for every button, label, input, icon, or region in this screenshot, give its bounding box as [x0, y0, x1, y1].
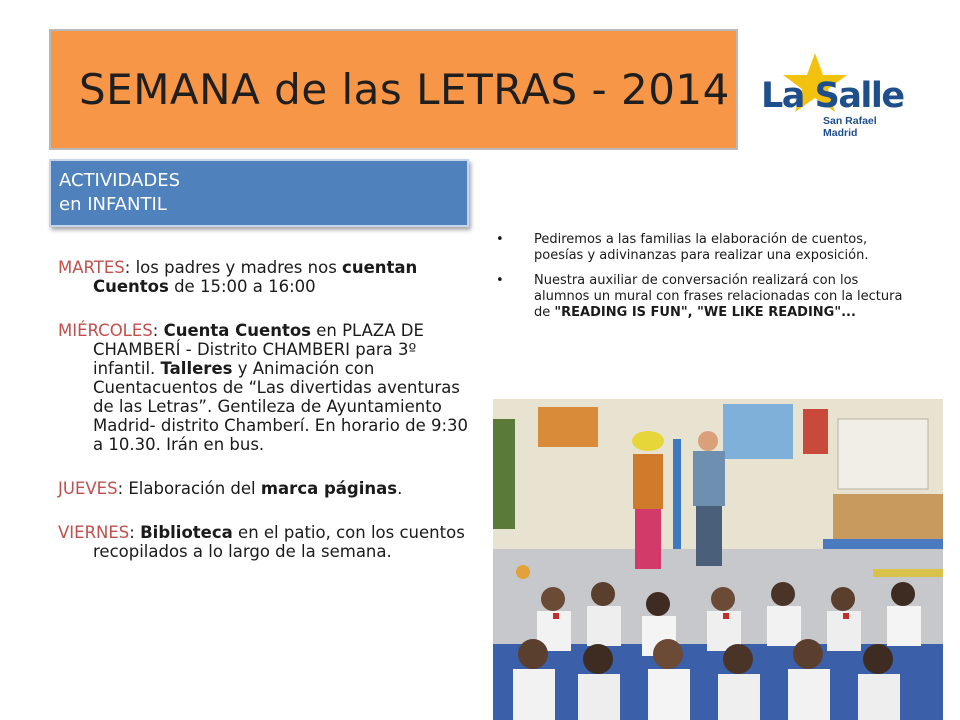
- schedule-item: [58, 258, 468, 296]
- flower-prop: [516, 565, 530, 579]
- bullet-item: [496, 232, 906, 264]
- plain-text: en el patio, con los cuentos recopilados a lo largo de la semana.: [93, 523, 465, 561]
- storyteller-body: [693, 451, 725, 506]
- table: [873, 569, 943, 577]
- emphasis-text: Talleres: [160, 359, 233, 378]
- wall-poster: [538, 407, 598, 447]
- bullet-dot: •: [496, 232, 504, 247]
- bullet-dot: •: [496, 273, 504, 288]
- schedule-text: [93, 258, 417, 296]
- plain-text: :: [129, 523, 141, 542]
- badge-line1: ACTIVIDADES: [59, 170, 181, 191]
- wall-board: [838, 419, 928, 489]
- schedule-item: [58, 321, 468, 454]
- plain-text: en PLAZA DE CHAMBERÍ - Distrito CHAMBERI para 3º infantil.: [93, 321, 424, 378]
- storyteller-legs: [696, 506, 722, 566]
- emphasis-text: "READING IS FUN", "WE LIKE READING"...: [554, 305, 856, 320]
- wall-poster: [803, 409, 828, 454]
- plain-text: Nuestra auxiliar de conversación realizará con los alumnos un mural con frases relacionadas con la lectura de: [534, 273, 903, 320]
- plain-text: .: [397, 479, 403, 498]
- emphasis-text: Cuenta Cuentos: [163, 321, 311, 340]
- activities-badge: [49, 159, 469, 227]
- wall-plant: [493, 419, 515, 529]
- bullet-list: [496, 232, 906, 330]
- table: [823, 539, 943, 549]
- classroom-photo: [493, 399, 943, 720]
- emphasis-text: marca páginas: [260, 479, 398, 498]
- plain-text: : los padres y madres nos: [124, 258, 343, 277]
- hat: [632, 431, 664, 451]
- title-banner: [49, 29, 738, 150]
- badge-line2: en INFANTIL: [59, 194, 167, 215]
- schedule-text: [118, 479, 403, 498]
- storyteller-body: [633, 454, 663, 509]
- emphasis-text: cuentan Cuentos: [93, 258, 418, 296]
- day-label: JUEVES: [58, 479, 118, 498]
- plain-text: de 15:00 a 16:00: [168, 277, 316, 296]
- page-title: SEMANA de las LETRAS - 2014: [79, 65, 730, 114]
- schedule-list: [58, 258, 468, 586]
- logo-sub-line1: San Rafael: [823, 115, 877, 127]
- logo-wordmark: La Salle: [761, 76, 904, 116]
- bullet-text: [534, 273, 902, 320]
- day-label: MIÉRCOLES: [58, 321, 153, 340]
- schedule-item: [58, 523, 468, 561]
- bullet-item: [496, 273, 906, 321]
- day-label: MARTES: [58, 258, 125, 277]
- logo-sub-line2: Madrid: [823, 127, 858, 139]
- logo-subtitle: [823, 115, 877, 139]
- wall-poster: [723, 404, 793, 459]
- emphasis-text: Biblioteca: [140, 523, 233, 542]
- schedule-text: [93, 523, 465, 561]
- photo-illustration: [493, 399, 943, 720]
- plain-text: Pediremos a las familias la elaboración de cuentos, poesías y adivinanzas para realizar una exposición.: [534, 232, 869, 263]
- bullet-text: [534, 232, 868, 263]
- plain-text: :: [152, 321, 164, 340]
- storyteller-head: [698, 431, 718, 451]
- day-label: VIERNES: [58, 523, 130, 542]
- schedule-text: [93, 321, 468, 454]
- plain-text: : Elaboración del: [117, 479, 261, 498]
- storyteller-legs: [635, 509, 661, 569]
- la-salle-logo: [755, 48, 905, 148]
- schedule-item: [58, 479, 468, 498]
- plain-text: y Animación con Cuentacuentos de “Las divertidas aventuras de las Letras”. Gentileza de Ayuntamiento Madrid- distrito Chamberí. En horario de 9:30 a 10.30. Irán en bus.: [93, 359, 469, 454]
